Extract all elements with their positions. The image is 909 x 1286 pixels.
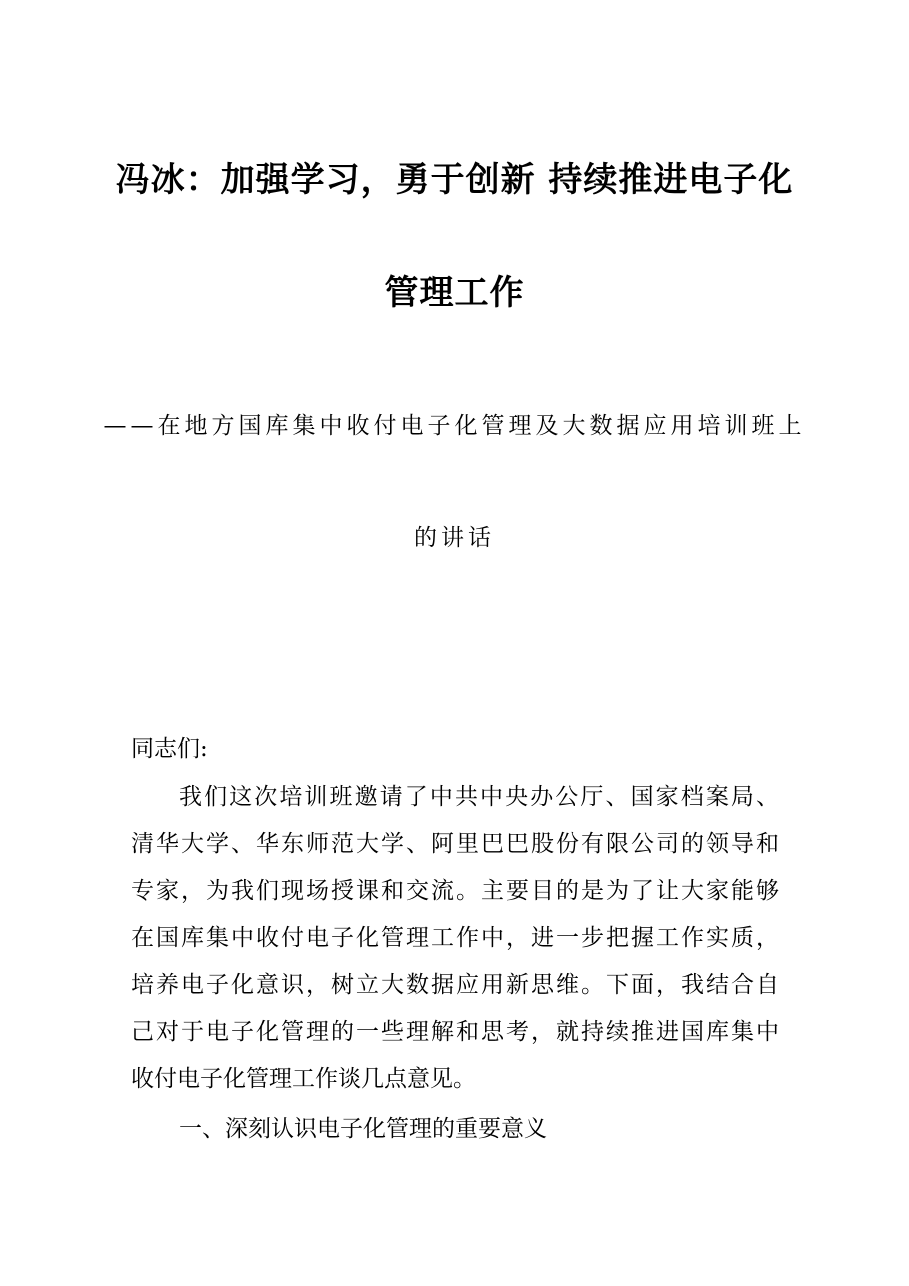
subtitle-line-1: ——在地方国库集中收付电子化管理及大数据应用培训班上 [103,413,806,439]
paragraph-1-line-7: 收付电子化管理工作谈几点意见。 [131,1066,476,1092]
paragraph-1-line-2: 清华大学、华东师范大学、阿里巴巴股份有限公司的领导和 [131,831,779,857]
paragraph-1-line-3: 专家，为我们现场授课和交流。主要目的是为了让大家能够 [131,878,779,904]
paragraph-1-line-4: 在国库集中收付电子化管理工作中，进一步把握工作实质， [131,925,779,951]
title-line-1: 冯冰：加强学习，勇于创新 持续推进电子化 [115,160,794,200]
title-line-2: 管理工作 [384,273,525,313]
section-1-heading: 一、深刻认识电子化管理的重要意义 [179,1116,547,1142]
salutation: 同志们: [131,736,208,762]
paragraph-1 [131,773,779,1113]
paragraph-1-line-1: 我们这次培训班邀请了中共中央办公厅、国家档案局、 [179,784,779,810]
paragraph-1-line-6: 己对于电子化管理的一些理解和思考，就持续推进国库集中 [131,1019,779,1045]
paragraph-1-line-5: 培养电子化意识，树立大数据应用新思维。下面，我结合自 [131,972,779,998]
subtitle-line-2: 的讲话 [414,525,495,551]
